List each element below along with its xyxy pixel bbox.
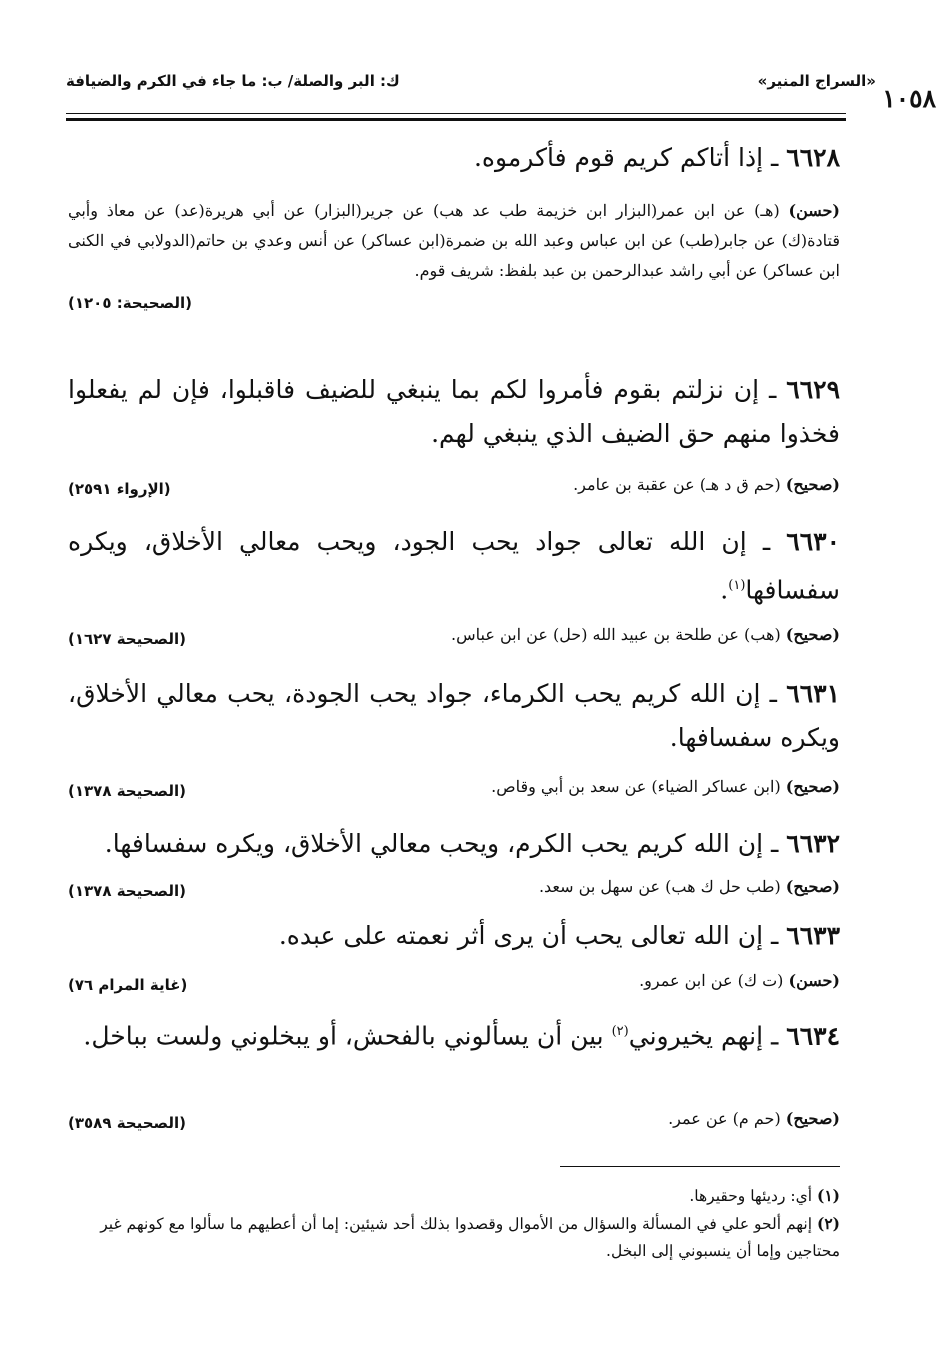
hadith-text: ٦٦٣٠ ـ إن الله تعالى جواد يحب الجود، ويحب معالي الأخلاق، ويكره سفسافها$^{(١)}$. [68,527,841,605]
chapter-title: ك: البر والصلة/ ب: ما جاء في الكرم والضيافة [66,72,400,90]
sources: (حم ق د هـ) عن عقبة بن عامر. [573,475,781,494]
hadith-number: ٦٦٢٩ [786,375,841,404]
grade: (حسن) [788,201,840,220]
hadith-body: إن الله تعالى جواد يحب الجود، ويحب معالي الأخلاق، ويكره سفسافها [68,527,840,605]
source-block [68,196,841,312]
reference: (الصحيحة ١٣٧٨) [68,782,186,800]
page-number: ١٠٥٨ [882,84,936,113]
hadith-text: ٦٦٢٨ ـ إذا أتاكم كريم قوم فأكرموه. [473,143,840,172]
hadith-number: ٦٦٣٠ [786,527,841,556]
hadith-body: إن الله كريم يحب الكرم، ويحب معالي الأخلاق، ويكره سفسافها. [104,829,764,858]
reference: (الصحيحة ١٦٢٧) [68,630,186,648]
grade: (حسن) [788,971,840,990]
footnote-marker[interactable]: (١) [728,578,746,593]
source-block [68,872,840,902]
source-block [68,966,840,996]
source-block [68,772,840,802]
source-block [68,1104,840,1134]
reference: (الإرواء ٢٥٩١) [68,480,171,498]
book-title: «السراج المنير» [757,72,876,90]
hadith-body-end: . [720,575,729,605]
hadith-body: إذا أتاكم كريم قوم فأكرموه. [473,143,764,172]
footnote [68,1210,840,1265]
sources: (ابن عساكر الضياء) عن سعد بن أبي وقاص. [491,777,781,796]
sources: (هب) عن طلحة بن عبيد الله (حل) عن ابن عباس. [451,625,781,644]
hadith-body: إن نزلتم بقوم فأمروا لكم بما ينبغي للضيف فاقبلوا، فإن لم يفعلوا فخذوا منهم حق الضيف الذي ينبغي لهم. [68,375,840,448]
source-block [68,470,840,500]
hadith-number: ٦٦٣١ [786,679,840,708]
footnote-separator [560,1166,840,1167]
hadith-text: ٦٦٢٩ ـ إن نزلتم بقوم فأمروا لكم بما ينبغي للضيف فاقبلوا، فإن لم يفعلوا فخذوا منهم حق الضيف الذي ينبغي لهم. [68,375,841,448]
footnote-number: (٢) [816,1214,840,1233]
sources: (حم م) عن عمر. [668,1109,781,1128]
running-header [66,70,936,113]
hadith-text: ٦٦٣٢ ـ إن الله كريم يحب الكرم، ويحب معالي الأخلاق، ويكره سفسافها. [104,829,840,858]
source-text [68,196,840,286]
hadith-body: إن الله كريم يحب الكرماء، جواد يحب الجودة، يحب معالي الأخلاق، ويكره سفسافها. [68,679,840,752]
hadith-number: ٦٦٣٤ [786,1021,840,1051]
hadith-text: ٦٦٣٣ ـ إن الله تعالى يحب أن يرى أثر نعمته على عبده. [278,921,840,950]
grade: (صحيح) [785,877,840,896]
hadith-body-end: بين أن يسألوني بالفحش، أو يبخلوني ولست بباخل. [83,1021,612,1051]
hadith-body: إنهم يخيروني [628,1021,764,1051]
hadith-number: ٦٦٢٨ [786,143,840,172]
header-rule-thin [66,113,846,114]
grade: (صحيح) [785,1109,840,1128]
hadith-number: ٦٦٣٢ [786,829,840,858]
header-rule-thick [66,118,846,121]
source-block [68,620,840,650]
footnote [68,1182,840,1210]
hadith-number: ٦٦٣٣ [786,921,840,950]
footnote-text: إنهم ألحو علي في المسألة والسؤال من الأموال وقصدوا بذلك أحد شيئين: إما أن أعطيهم ما سألوا مع كونهم غير محتاجين وإما أن ينسبوني إلى البخل. [100,1215,840,1260]
footnote-number: (١) [816,1186,840,1205]
grade: (صحيح) [785,625,840,644]
sources: (ت ك) عن ابن عمرو. [639,971,784,990]
grade: (صحيح) [785,777,840,796]
hadith-body: إن الله تعالى يحب أن يرى أثر نعمته على عبده. [278,921,764,950]
footnote-marker[interactable]: (٢) [611,1024,629,1039]
reference: (الصحيحة ٣٥٨٩) [68,1114,186,1132]
sources: (طب حل ك هب) عن سهل بن سعد. [538,877,781,896]
grade: (صحيح) [785,475,840,494]
footnote-text: أي: رديئها وحقيرها. [689,1187,813,1205]
hadith-text: ٦٦٣٤ ـ إنهم يخيروني$^{(٢)}$ بين أن يسألوني بالفحش، أو يبخلوني ولست بباخل. [83,1021,840,1051]
hadith-text: ٦٦٣١ ـ إن الله كريم يحب الكرماء، جواد يحب الجودة، يحب معالي الأخلاق، ويكره سفسافها. [68,679,840,752]
reference: (غاية المرام ٧٦) [68,976,188,994]
reference: (الصحيحة: ١٢٠٥) [68,294,192,312]
sources: (هـ) عن ابن عمر(البزار ابن خزيمة طب عد هب) عن جرير(البزار) عن أبي هريرة(عد) عن معاذ وأبي قتادة(ك) عن جابر(طب) عن ابن عباس وعبد الله بن ضمرة(ابن عساكر) عن أنس وعدي بن حاتم(الدولابي في الكنى ابن عساكر) عن أبي راشد عبدالرحمن بن عبد بلفظ: شريف قوم. [68,201,841,280]
reference: (الصحيحة ١٣٧٨) [68,882,186,900]
